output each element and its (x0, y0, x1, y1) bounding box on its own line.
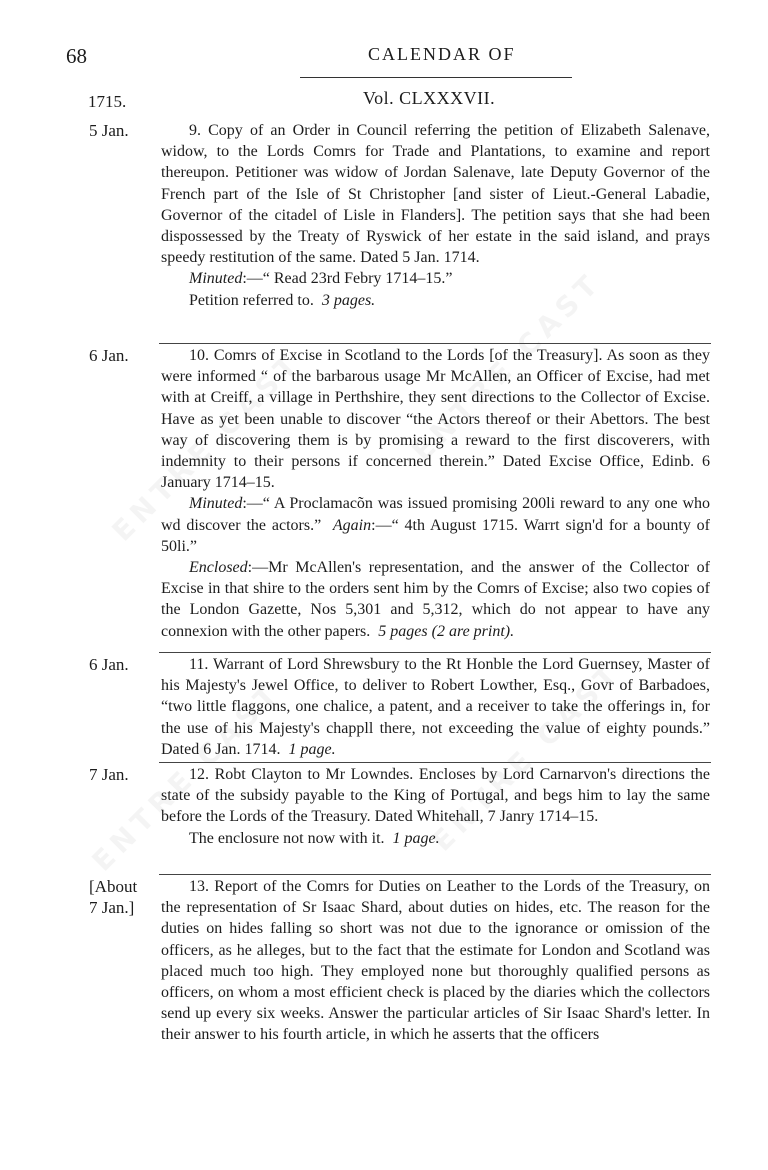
entry-date: 7 Jan. (89, 765, 129, 784)
minuted-note (161, 268, 710, 289)
entry-separator (159, 652, 711, 653)
enclosure-note (161, 828, 710, 849)
year-label: 1715. (88, 92, 127, 111)
entry-body (161, 654, 710, 760)
entry-body: 13. Report of the Comrs for Duties on Leather to the Lords of the Treasury, on the representation of Sr Isaac Shard, about duties on hides, etc. The reason for the duties on hides falling so short was not due to the ignorance or omission of the officers, as he alleges, but to the fact that the estimate for London and Scotland was placed much too high. They employed none but thoroughly qualified persons as officers, on whom a most efficient check is placed by the diaries which the collectors send up every six weeks. Answer the particular articles of Sir Isaac Shard's letter. In their answer to his fourth article, in which he asserts that the officers (161, 878, 710, 1044)
enclosed-note (161, 557, 710, 642)
entry-body-text: 11. Warrant of Lord Shrewsbury to the Rt Honble the Lord Guernsey, Master of his Majesty's Jewel Office, to deliver to Robert Lowther, Esq., Govr of Barbadoes, “two little flaggons, one chalice, a patent, and a receiver to take the offerings in, for the use of his Majesty's chappll there, not exceeding the value of eighty pounds.” Dated 6 Jan. 1714. (161, 656, 710, 758)
page-count: 1 page. (288, 740, 336, 758)
minuted-label: Minuted (189, 495, 243, 513)
running-title: CALENDAR OF (368, 44, 516, 64)
entry-body: 9. Copy of an Order in Council referring the petition of Elizabeth Salenave, widow, to the Lords Comrs for Trade and Plantations, to examine and report thereupon. Petitioner was widow of Jordan Salenave, late Deputy Governor of the French part of the Isle of St Christopher [and sister of Lieut.-General Labadie, Governor of the citadel of Lisle in Flanders]. The petition says that she had been dispossessed by the Treaty of Ryswick of her estate in the said island, and prays speedy restitution of the same. Dated 5 Jan. 1714. (161, 122, 710, 267)
note-text: The enclosure not now with it. (189, 829, 385, 847)
entry-date: 6 Jan. (89, 346, 129, 365)
page-number: 68 (66, 44, 87, 68)
entry-body: 12. Robt Clayton to Mr Lowndes. Encloses by Lord Carnarvon's directions the state of the subsidy payable to the King of Portugal, and begs him to lay the same before the Lords of the Treasury. Dated Whitehall, 7 Janry 1714–15. (161, 766, 710, 826)
date-line: [About (89, 877, 138, 896)
page-count: 3 pages. (321, 291, 376, 309)
entry-date: 5 Jan. (89, 121, 129, 140)
volume-heading: Vol. CLXXXVII. (363, 88, 496, 108)
page-count: 1 page. (392, 829, 440, 847)
header-rule (300, 77, 572, 78)
again-text: :—“ 4th August 1715. Warrt sign'd for a bounty of 50li.” (161, 516, 711, 555)
calendar-entry-12 (161, 764, 710, 849)
again-label: Again (332, 516, 372, 534)
enclosed-label: Enclosed (189, 559, 248, 577)
calendar-entry-11 (161, 654, 710, 760)
minuted-note (161, 493, 710, 557)
calendar-entry-13 (161, 876, 710, 1046)
note-text: Petition referred to. (189, 291, 314, 309)
minuted-text: :—“ Read 23rd Febry 1714–15.” (242, 270, 453, 288)
entry-separator (159, 343, 711, 344)
date-line: 7 Jan.] (89, 898, 135, 917)
page-count: 5 pages (2 are print). (378, 622, 515, 640)
petition-note (161, 290, 710, 311)
calendar-entry-9 (161, 120, 710, 311)
entry-separator (159, 762, 711, 763)
entry-separator (159, 874, 711, 875)
minuted-label: Minuted (189, 270, 243, 288)
enclosed-text: :—Mr McAllen's representation, and the answer of the Collector of Excise in that shire to the orders sent him by the Comrs of Excise; also two copies of the London Gazette, Nos 5,301 and 5,312, which do not appear to have any connexion with the other papers. (161, 559, 710, 640)
entry-date: 6 Jan. (89, 655, 129, 674)
entry-body: 10. Comrs of Excise in Scotland to the Lords [of the Treasury]. As soon as they were informed “ of the barbarous usage Mr McAllen, an Officer of Excise, had met with at Creiff, a village in Perthshire, they sent directions to the Collector of Excise. Have as yet been unable to discover “the Actors thereof or their Abettors. The best way of discovering them is by promising a reward to the first discoverers, with indemnity to their persons if concerned therein.” Dated Excise Office, Edinb. 6 January 1714–15. (161, 347, 710, 492)
calendar-entry-10 (161, 345, 710, 642)
entry-date (89, 876, 137, 918)
minuted-text: :—“ A Proclamacõn was issued promising 200li reward to any one who wd discover the actors.” (161, 495, 710, 534)
